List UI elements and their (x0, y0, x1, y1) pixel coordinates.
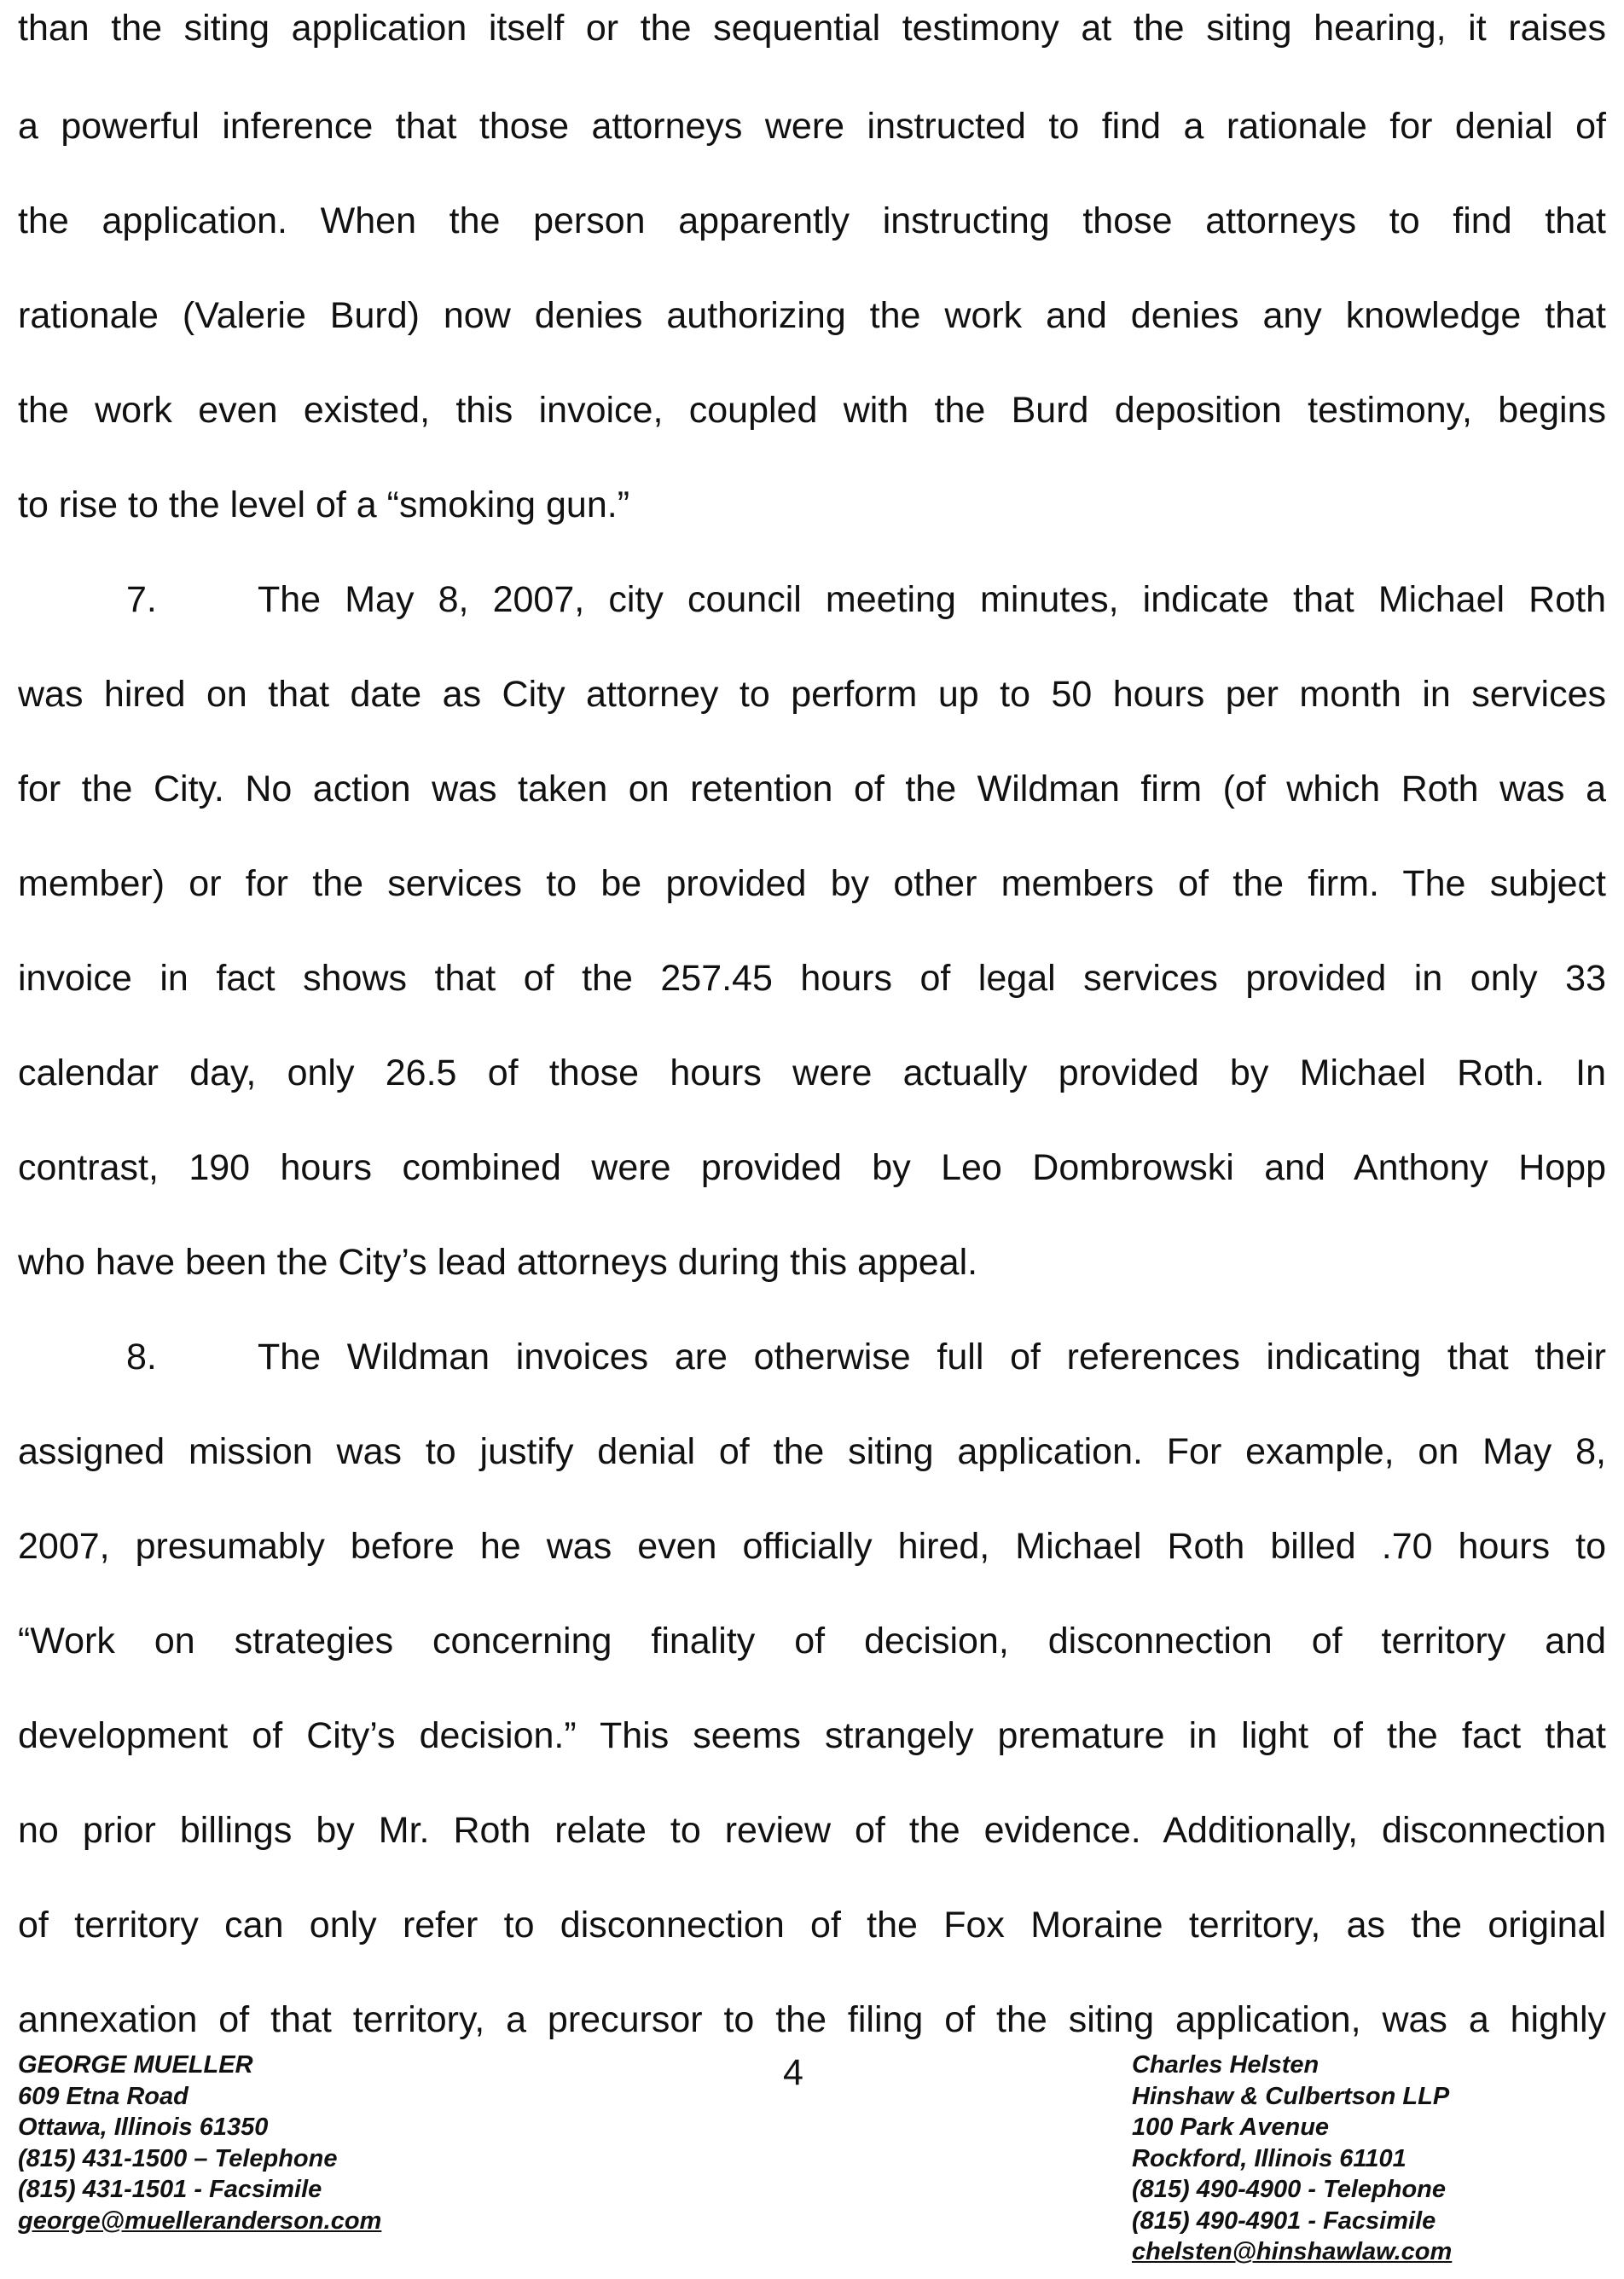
facsimile: (815) 490-4901 - Facsimile (1132, 2207, 1436, 2235)
body-line: “Work on strategies concerning finality of decision, disconnection of territory and (18, 1621, 1606, 1661)
body-line: of territory can only refer to disconnection of the Fox Moraine territory, as the original (18, 1905, 1606, 1946)
body-line: invoice in fact shows that of the 257.45 hours of legal services provided in only 33 (18, 958, 1606, 999)
street-address: 100 Park Avenue (1132, 2114, 1330, 2141)
paragraph-first-line: The Wildman invoices are otherwise full of references indicating that their (258, 1337, 1606, 1377)
body-line: the application. When the person apparently instructing those attorneys to find that (18, 200, 1606, 241)
body-line: member) or for the services to be provided by other members of the firm. The subject (18, 863, 1606, 904)
body-line: for the City. No action was taken on retention of the Wildman firm (of which Roth was a (18, 768, 1606, 809)
body-line: to rise to the level of a “smoking gun.” (18, 484, 630, 525)
body-line: contrast, 190 hours combined were provided by Leo Dombrowski and Anthony Hopp (18, 1147, 1606, 1188)
body-line: was hired on that date as City attorney to perform up to 50 hours per month in services (18, 674, 1606, 715)
body-line: annexation of that territory, a precursor to the filing of the siting application, was a highly (18, 1999, 1606, 2040)
body-line: development of City’s decision.” This seems strangely premature in light of the fact that (18, 1715, 1606, 1756)
body-line: the work even existed, this invoice, coupled with the Burd deposition testimony, begins (18, 390, 1606, 431)
firm-name: Hinshaw & Culbertson LLP (1132, 2082, 1450, 2110)
attorney-name: GEORGE MUELLER (18, 2051, 253, 2079)
body-line: rationale (Valerie Burd) now denies authorizing the work and denies any knowledge that (18, 295, 1606, 336)
body-line: a powerful inference that those attorneys were instructed to find a rationale for denial of (18, 106, 1606, 147)
footer-right-contact (1132, 2050, 1452, 2268)
city-address: Rockford, Illinois 61101 (1132, 2144, 1406, 2172)
attorney-name: Charles Helsten (1132, 2051, 1320, 2079)
street-address: 609 Etna Road (18, 2082, 188, 2110)
paragraph-first-line: The May 8, 2007, city council meeting minutes, indicate that Michael Roth (258, 579, 1606, 620)
paragraph-number: 8. (126, 1337, 157, 1377)
facsimile: (815) 431-1501 - Facsimile (18, 2176, 322, 2203)
body-line: who have been the City’s lead attorneys during this appeal. (18, 1242, 978, 1283)
telephone: (815) 431-1500 – Telephone (18, 2144, 338, 2172)
telephone: (815) 490-4900 - Telephone (1132, 2176, 1447, 2203)
email-link[interactable]: chelsten@hinshawlaw.com (1132, 2238, 1453, 2265)
page-number: 4 (783, 2052, 803, 2093)
body-line: 2007, presumably before he was even officially hired, Michael Roth billed .70 hours to (18, 1526, 1606, 1567)
footer-left-contact (18, 2050, 381, 2236)
city-address: Ottawa, Illinois 61350 (18, 2114, 269, 2141)
paragraph-number: 7. (126, 579, 157, 620)
email-link[interactable]: george@muelleranderson.com (18, 2207, 382, 2235)
body-line: no prior billings by Mr. Roth relate to review of the evidence. Additionally, disconnection (18, 1810, 1606, 1851)
body-line: calendar day, only 26.5 of those hours were actually provided by Michael Roth. In (18, 1053, 1606, 1093)
body-line: assigned mission was to justify denial of the siting application. For example, on May 8, (18, 1431, 1606, 1472)
body-line: than the siting application itself or the sequential testimony at the siting hearing, it raises (18, 8, 1606, 49)
